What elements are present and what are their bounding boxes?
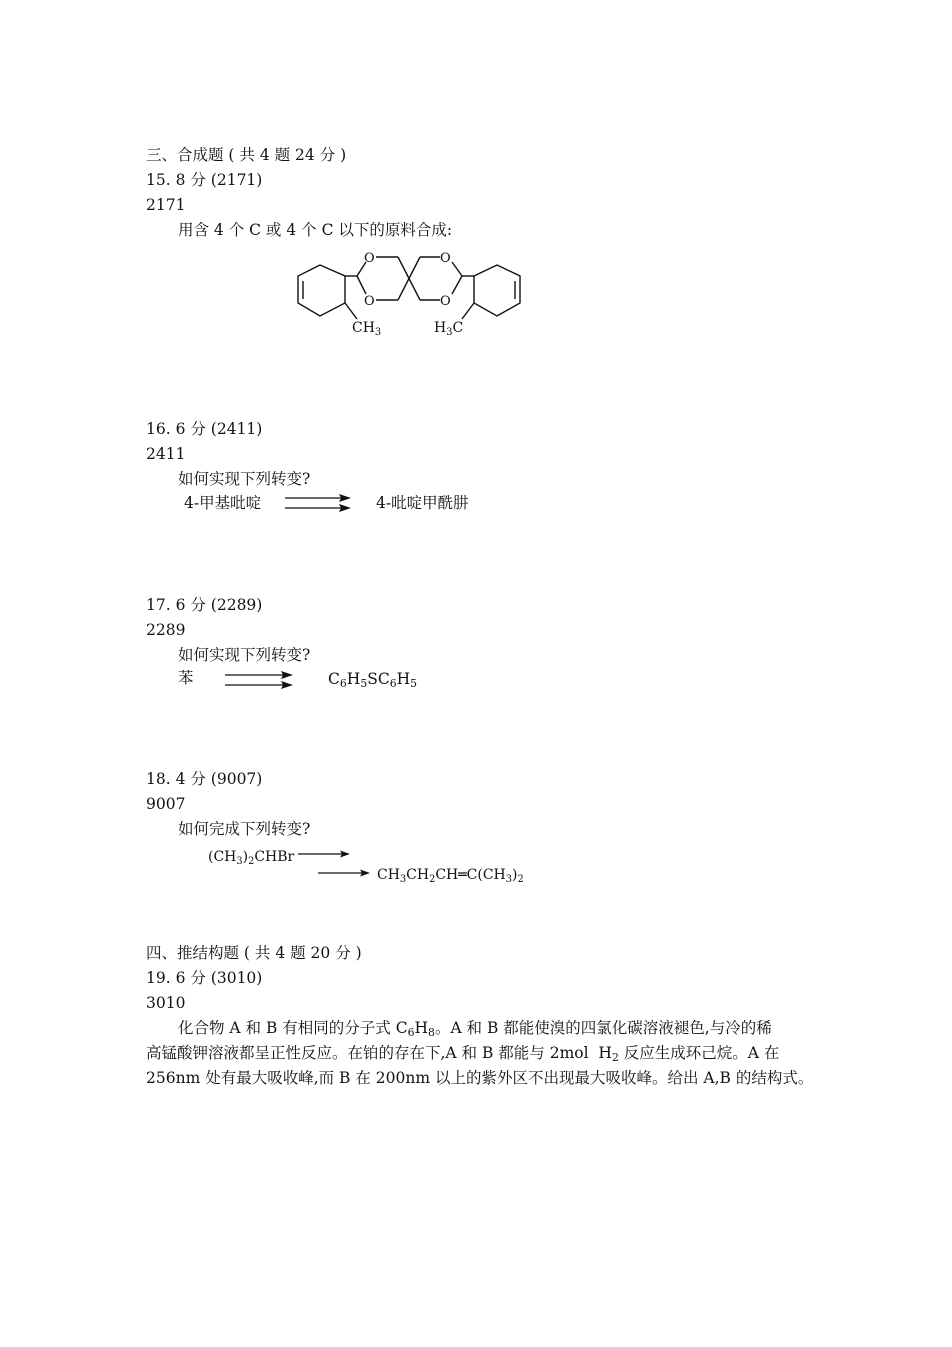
question-header: 19. 6 分 (3010)	[146, 969, 263, 987]
question-code: 2289	[146, 621, 186, 639]
product-formula: $C_6H_5SC_6H_5$	[328, 670, 418, 690]
reaction-arrow	[298, 849, 358, 859]
oxygen-atom-label: O	[440, 251, 451, 266]
question-header: 15. 8 分 (2171)	[146, 171, 263, 189]
double-arrow	[285, 493, 355, 513]
section-title: 三、合成题 ( 共 4 题 24 分 )	[146, 146, 347, 164]
reaction-arrow	[318, 868, 378, 878]
question-header: 16. 6 分 (2411)	[146, 420, 263, 438]
question-prompt: 用含 4 个 C 或 4 个 C 以下的原料合成:	[178, 221, 453, 239]
question-prompt: 如何完成下列转变?	[178, 820, 311, 838]
question-text-line: 256nm 处有最大吸收峰,而 B 在 200nm 以上的紫外区不出现最大吸收峰。给出 A,B 的结构式。	[146, 1069, 814, 1087]
double-arrow	[225, 670, 300, 690]
question-header: 18. 4 分 (9007)	[146, 770, 263, 788]
question-text-line: 化合物 A 和 B 有相同的分子式 $C_6H_8$。A 和 B 都能使溴的四氯化碳溶液褪色,与冷的稀	[178, 1019, 772, 1039]
oxygen-atom-label: O	[364, 251, 375, 266]
product: 4-吡啶甲酰肼	[376, 494, 469, 512]
methyl-label-right: $H_3C$	[434, 320, 464, 338]
reactant: 苯	[178, 669, 194, 687]
question-code: 3010	[146, 994, 186, 1012]
question-code: 9007	[146, 795, 186, 813]
product-formula: $CH_3CH_2CH═C(CH_3)_2$	[377, 867, 524, 885]
oxygen-atom-label: O	[440, 294, 451, 309]
reactant-formula: $(CH_3)_2CHBr$	[208, 849, 295, 867]
question-text-line: 高锰酸钾溶液都呈正性反应。在铂的存在下,A 和 B 都能与 2mol $H_2$ 反应生成环己烷。A 在	[146, 1044, 780, 1064]
question-prompt: 如何实现下列转变?	[178, 646, 311, 664]
question-header: 17. 6 分 (2289)	[146, 596, 263, 614]
methyl-label-left: $CH_3$	[352, 320, 382, 338]
section-title: 四、推结构题 ( 共 4 题 20 分 )	[146, 944, 362, 962]
question-prompt: 如何实现下列转变?	[178, 470, 311, 488]
question-code: 2411	[146, 445, 186, 463]
question-code: 2171	[146, 196, 186, 214]
oxygen-atom-label: O	[364, 294, 375, 309]
reactant: 4-甲基吡啶	[184, 494, 262, 512]
